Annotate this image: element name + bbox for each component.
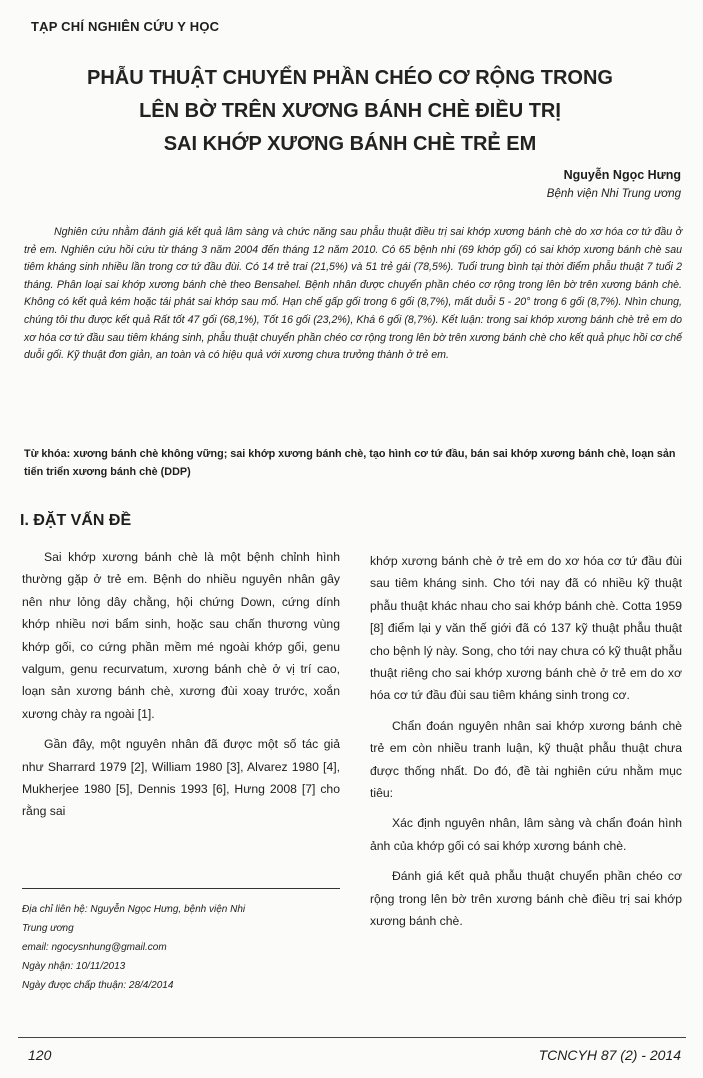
body-paragraph: Sai khớp xương bánh chè là một bệnh chỉnh hình thường gặp ở trẻ em. Bệnh do nhiều nguyên nhân gây nên như lỏng dây chằng, hội chứng Down, cứng dính khớp nhiều nơi bẩm sinh, hoặc sau chấn thương vùng khớp gối, co cứng phần mềm mé ngoài khớp gối, genu valgum, genu recurvatum, xương bánh chè ở vị trí cao, loạn sản xương bánh chè, xương đùi xoay trước, xoắn xương chày ra ngoài [1].	[22, 550, 340, 721]
author-affiliation: Bệnh viện Nhi Trung ương	[546, 188, 681, 200]
body-column-left	[22, 546, 340, 831]
keywords: Từ khóa: xương bánh chè không vững; sai khớp xương bánh chè, tạo hình cơ tứ đầu, bán sai khớp xương bánh chè, loạn sản tiến triển xương bánh chè (DDP)	[24, 448, 676, 478]
author-name: Nguyễn Ngọc Hưng	[563, 168, 681, 182]
footnote-email: email: ngocysnhung@gmail.com	[22, 942, 167, 953]
footer-divider	[18, 1037, 686, 1038]
title-line: SAI KHỚP XƯƠNG BÁNH CHÈ TRẺ EM	[163, 133, 537, 155]
body-column-right	[370, 550, 682, 941]
body-paragraph: Chẩn đoán nguyên nhân sai khớp xương bánh chè trẻ em còn nhiều tranh luận, kỹ thuật phẫu thuật chưa được thống nhất. Do đó, đề tài nghiên cứu nhằm mục tiêu:	[370, 718, 682, 801]
journal-name: TẠP CHÍ NGHIÊN CỨU Y HỌC	[31, 19, 220, 34]
footnote-contact: Địa chỉ liên hệ: Nguyễn Ngọc Hưng, bệnh viện Nhi	[22, 904, 246, 915]
page-number: 120	[28, 1047, 52, 1063]
footnote-received: Ngày nhận: 10/11/2013	[22, 961, 126, 972]
footnote-accepted: Ngày được chấp thuận: 28/4/2014	[22, 980, 174, 991]
footnote-divider	[22, 888, 340, 889]
article-title	[40, 62, 660, 161]
body-paragraph: Đánh giá kết quả phẫu thuật chuyển phần chéo cơ rộng trong lên bờ trên xương bánh chè điều trị sai khớp xương bánh chè.	[370, 869, 682, 929]
journal-issue: TCNCYH 87 (2) - 2014	[538, 1047, 681, 1063]
body-paragraph: Xác định nguyên nhân, lâm sàng và chẩn đoán hình ảnh của khớp gối có sai khớp xương bánh chè.	[370, 816, 682, 853]
body-paragraph: Gần đây, một nguyên nhân đã được một số tác giả như Sharrard 1979 [2], William 1980 [3], Alvarez 1980 [4], Mukherjee 1980 [5], Dennis 1993 [6], Hưng 2008 [7] cho rằng sai	[22, 737, 340, 819]
title-line: PHẪU THUẬT CHUYỂN PHẦN CHÉO CƠ RỘNG TRONG	[87, 67, 613, 89]
footnote	[22, 900, 340, 995]
section-heading: I. ĐẶT VẤN ĐỀ	[20, 512, 132, 529]
footnote-contact-cont: Trung ương	[22, 923, 74, 934]
title-line: LÊN BỜ TRÊN XƯƠNG BÁNH CHÈ ĐIỀU TRỊ	[139, 100, 561, 122]
abstract: Nghiên cứu nhằm đánh giá kết quả lâm sàng và chức năng sau phẫu thuật điều trị sai khớp xương bánh chè do xơ hóa cơ tứ đầu ở trẻ em. Nghiên cứu hồi cứu từ tháng 3 năm 2004 đến tháng 12 năm 2010. Có 65 bệnh nhi (69 khớp gối) có sai khớp xương bánh chè sau tiêm kháng sinh nhiều lần trong cơ tứ đầu đùi. Có 14 trẻ trai (21,5%) và 51 trẻ gái (78,5%). Tuổi trung bình tại thời điểm phẫu thuật 7 tuổi 2 tháng. Phân loại sai khớp xương bánh chè theo Bensahel. Bệnh nhân được chuyển phần chéo cơ rộng trong lên bờ trên xương bánh chè. Không có kết quả kém hoặc tái phát sai khớp sau mổ. Hạn chế gấp gối trong 6 gối (8,7%), mất duỗi 5 - 20° trong 6 gối (8,7%). Nhìn chung, chúng tôi thu được kết quả Rất tốt 47 gối (68,1%), Tốt 16 gối (23,2%), Khá 6 gối (8,7%). Kết luận: trong sai khớp xương bánh chè trẻ em do xơ hóa cơ tứ đầu sau tiêm kháng sinh, phẫu thuật chuyển phần chéo cơ rộng trong lên bờ trên xương bánh chè cho kết quả phục hồi cơ chế duỗi gối. Kỹ thuật đơn giản, an toàn và có hiệu quả với xương chưa trưởng thành ở trẻ em.	[24, 226, 682, 362]
body-paragraph: khớp xương bánh chè ở trẻ em do xơ hóa cơ tứ đầu đùi sau tiêm kháng sinh. Cho tới nay đã có nhiều kỹ thuật phẫu thuật khác nhau cho sai khớp bánh chè. Cotta 1959 [8] điểm lại y văn thế giới đã có 137 kỹ thuật phẫu thuật cho bệnh lý này. Song, cho tới nay chưa có kỹ thuật phẫu thuật riêng cho sai khớp xương bánh chè ở trẻ em do xơ hóa cơ tứ đầu đùi sau tiêm kháng sinh trong cơ.	[370, 554, 682, 703]
